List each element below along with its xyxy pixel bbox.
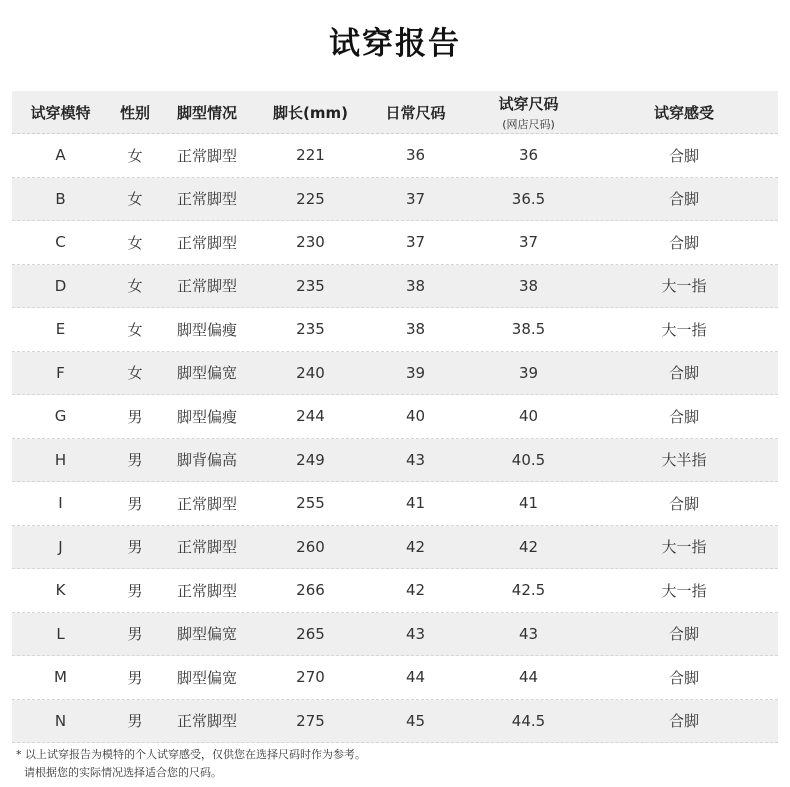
cell-foot-length: 266 bbox=[296, 581, 325, 600]
cell-model: M bbox=[54, 668, 67, 687]
cell-foot-type: 正常脚型 bbox=[177, 146, 238, 165]
cell-gender: 女 bbox=[127, 277, 143, 296]
cell-foot-length: 244 bbox=[296, 407, 325, 426]
cell-foot-length: 249 bbox=[296, 450, 325, 469]
cell-foot-type: 脚型偏瘦 bbox=[177, 407, 238, 426]
cell-tried-size: 40.5 bbox=[511, 450, 546, 469]
header-gender: 性别 bbox=[119, 103, 150, 122]
cell-feeling: 合脚 bbox=[668, 364, 699, 383]
cell-foot-type: 正常脚型 bbox=[177, 712, 238, 731]
cell-gender: 女 bbox=[127, 233, 143, 252]
cell-gender: 女 bbox=[127, 190, 143, 209]
cell-feeling: 大一指 bbox=[661, 320, 707, 339]
table-row bbox=[12, 352, 778, 396]
table-row bbox=[12, 439, 778, 483]
footnote-line-2: 请根据您的实际情况选择适合您的尺码。 bbox=[24, 766, 222, 779]
cell-gender: 男 bbox=[127, 451, 143, 470]
cell-daily-size: 36 bbox=[405, 146, 426, 165]
table-row bbox=[12, 482, 778, 526]
cell-tried-size: 38 bbox=[518, 276, 539, 295]
cell-model: H bbox=[54, 450, 67, 469]
cell-gender: 女 bbox=[127, 146, 143, 165]
cell-model: D bbox=[54, 276, 67, 295]
cell-gender: 女 bbox=[127, 364, 143, 383]
header-tried-size-sub: (网店尺码) bbox=[502, 117, 555, 131]
header-daily-size: 日常尺码 bbox=[385, 103, 446, 122]
cell-foot-length: 255 bbox=[296, 494, 325, 513]
table-row bbox=[12, 569, 778, 613]
cell-foot-type: 脚型偏宽 bbox=[177, 625, 238, 644]
cell-tried-size: 39 bbox=[518, 363, 539, 382]
cell-gender: 男 bbox=[127, 407, 143, 426]
cell-daily-size: 38 bbox=[405, 320, 426, 339]
cell-daily-size: 37 bbox=[405, 189, 426, 208]
cell-tried-size: 42.5 bbox=[511, 581, 546, 600]
cell-model: L bbox=[56, 624, 65, 643]
cell-daily-size: 42 bbox=[405, 537, 426, 556]
table-row bbox=[12, 134, 778, 178]
cell-foot-type: 正常脚型 bbox=[177, 233, 238, 252]
cell-daily-size: 38 bbox=[405, 276, 426, 295]
cell-foot-type: 脚背偏高 bbox=[177, 451, 238, 470]
cell-model: A bbox=[55, 146, 66, 165]
footnote bbox=[16, 746, 776, 782]
table-row bbox=[12, 178, 778, 222]
cell-daily-size: 43 bbox=[405, 450, 426, 469]
cell-foot-length: 275 bbox=[296, 711, 325, 730]
cell-daily-size: 39 bbox=[405, 363, 426, 382]
cell-model: C bbox=[55, 233, 66, 252]
cell-feeling: 合脚 bbox=[668, 407, 699, 426]
cell-tried-size: 36.5 bbox=[511, 189, 546, 208]
cell-foot-type: 脚型偏瘦 bbox=[177, 320, 238, 339]
cell-tried-size: 41 bbox=[518, 494, 539, 513]
cell-tried-size: 37 bbox=[518, 233, 539, 252]
cell-foot-length: 230 bbox=[296, 233, 325, 252]
cell-gender: 男 bbox=[127, 712, 143, 731]
cell-gender: 男 bbox=[127, 494, 143, 513]
cell-foot-type: 脚型偏宽 bbox=[177, 364, 238, 383]
cell-daily-size: 40 bbox=[405, 407, 426, 426]
table-row bbox=[12, 700, 778, 744]
header-foot-type: 脚型情况 bbox=[177, 103, 238, 122]
cell-feeling: 合脚 bbox=[668, 190, 699, 209]
table-row bbox=[12, 265, 778, 309]
table-row bbox=[12, 656, 778, 700]
cell-foot-type: 正常脚型 bbox=[177, 581, 238, 600]
header-feeling: 试穿感受 bbox=[653, 103, 714, 122]
cell-model: G bbox=[54, 407, 67, 426]
cell-gender: 男 bbox=[127, 581, 143, 600]
cell-gender: 女 bbox=[127, 320, 143, 339]
cell-model: E bbox=[55, 320, 66, 339]
table-row bbox=[12, 221, 778, 265]
cell-daily-size: 44 bbox=[405, 668, 426, 687]
cell-model: B bbox=[55, 189, 66, 208]
header-foot-length: 脚长(mm) bbox=[273, 103, 348, 122]
table-row bbox=[12, 308, 778, 352]
cell-feeling: 合脚 bbox=[668, 233, 699, 252]
cell-model: K bbox=[55, 581, 66, 600]
cell-foot-length: 265 bbox=[296, 624, 325, 643]
table-header-row bbox=[12, 91, 778, 134]
cell-daily-size: 45 bbox=[405, 711, 426, 730]
cell-tried-size: 38.5 bbox=[511, 320, 546, 339]
cell-gender: 男 bbox=[127, 538, 143, 557]
cell-feeling: 大一指 bbox=[661, 277, 707, 296]
cell-model: I bbox=[58, 494, 63, 513]
cell-foot-type: 正常脚型 bbox=[177, 494, 238, 513]
table-row bbox=[12, 613, 778, 657]
cell-tried-size: 43 bbox=[518, 624, 539, 643]
cell-feeling: 大一指 bbox=[661, 538, 707, 557]
cell-foot-length: 240 bbox=[296, 363, 325, 382]
cell-daily-size: 42 bbox=[405, 581, 426, 600]
cell-tried-size: 36 bbox=[518, 146, 539, 165]
cell-model: F bbox=[56, 363, 65, 382]
cell-daily-size: 37 bbox=[405, 233, 426, 252]
cell-feeling: 大一指 bbox=[661, 581, 707, 600]
cell-gender: 男 bbox=[127, 668, 143, 687]
cell-daily-size: 43 bbox=[405, 624, 426, 643]
cell-foot-type: 脚型偏宽 bbox=[177, 668, 238, 687]
header-tried-size bbox=[467, 93, 590, 132]
cell-tried-size: 42 bbox=[518, 537, 539, 556]
cell-model: N bbox=[54, 711, 67, 730]
table-row bbox=[12, 526, 778, 570]
cell-tried-size: 44 bbox=[518, 668, 539, 687]
header-tried-size-label: 试穿尺码 bbox=[498, 94, 559, 113]
cell-foot-length: 270 bbox=[296, 668, 325, 687]
cell-feeling: 合脚 bbox=[668, 146, 699, 165]
cell-foot-type: 正常脚型 bbox=[177, 190, 238, 209]
cell-foot-length: 235 bbox=[296, 276, 325, 295]
table-row bbox=[12, 395, 778, 439]
cell-tried-size: 44.5 bbox=[511, 711, 546, 730]
footnote-line-1: * 以上试穿报告为模特的个人试穿感受，仅供您在选择尺码时作为参考。 bbox=[16, 748, 366, 761]
cell-foot-length: 221 bbox=[296, 146, 325, 165]
cell-foot-type: 正常脚型 bbox=[177, 277, 238, 296]
cell-tried-size: 40 bbox=[518, 407, 539, 426]
cell-feeling: 合脚 bbox=[668, 494, 699, 513]
page-title: 试穿报告 bbox=[329, 26, 461, 62]
header-model: 试穿模特 bbox=[30, 103, 91, 122]
cell-foot-type: 正常脚型 bbox=[177, 538, 238, 557]
cell-foot-length: 235 bbox=[296, 320, 325, 339]
cell-feeling: 合脚 bbox=[668, 625, 699, 644]
cell-foot-length: 225 bbox=[296, 189, 325, 208]
cell-model: J bbox=[58, 537, 63, 556]
cell-feeling: 合脚 bbox=[668, 712, 699, 731]
fit-report-table bbox=[12, 91, 778, 743]
cell-daily-size: 41 bbox=[405, 494, 426, 513]
cell-feeling: 大半指 bbox=[661, 451, 707, 470]
cell-foot-length: 260 bbox=[296, 537, 325, 556]
cell-gender: 男 bbox=[127, 625, 143, 644]
table-body bbox=[12, 134, 778, 743]
cell-feeling: 合脚 bbox=[668, 668, 699, 687]
